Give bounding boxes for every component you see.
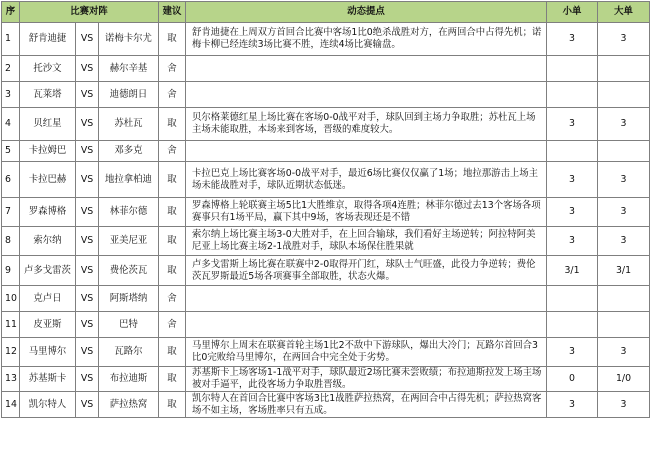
small-bet: 3 — [547, 108, 598, 141]
vs-label: VS — [76, 312, 99, 338]
analysis-cell: 卡拉巴克上场比赛客场0-0战平对手，最近6场比赛仅仅赢了1场；地拉那游击上场主场未能战胜对手，球队近期状态低迷。 — [186, 162, 547, 198]
advice-cell: 取 — [159, 108, 186, 141]
header-advice: 建议 — [159, 2, 186, 23]
large-bet: 3 — [598, 162, 650, 198]
analysis-cell — [186, 312, 547, 338]
small-bet — [547, 312, 598, 338]
analysis-cell: 索尔纳上场比赛主场3-0大胜对手，在上回合输球，我们看好主场逆转；阿拉特阿美尼亚上场比赛主场2-1战胜对手，球队本场保住胜果就 — [186, 227, 547, 256]
home-team: 舒肯迪捷 — [20, 23, 76, 56]
large-bet: 3 — [598, 227, 650, 256]
row-index: 8 — [2, 227, 20, 256]
away-team: 费伦茨瓦 — [99, 256, 159, 286]
away-team: 亚美尼亚 — [99, 227, 159, 256]
table-row — [2, 162, 650, 198]
vs-label: VS — [76, 162, 99, 198]
home-team: 苏基斯卡 — [20, 367, 76, 392]
vs-label: VS — [76, 141, 99, 162]
vs-label: VS — [76, 367, 99, 392]
table-header-row — [2, 2, 650, 23]
home-team: 皮亚斯 — [20, 312, 76, 338]
table-row — [2, 286, 650, 312]
row-index: 9 — [2, 256, 20, 286]
large-bet: 1/0 — [598, 367, 650, 392]
away-team: 邓多克 — [99, 141, 159, 162]
vs-label: VS — [76, 227, 99, 256]
home-team: 罗森博格 — [20, 198, 76, 227]
table-row — [2, 108, 650, 141]
vs-label: VS — [76, 392, 99, 418]
away-team: 赫尔辛基 — [99, 56, 159, 82]
header-idx: 序 — [2, 2, 20, 23]
advice-cell: 舍 — [159, 82, 186, 108]
away-team: 诺梅卡尔尤 — [99, 23, 159, 56]
advice-cell: 取 — [159, 227, 186, 256]
analysis-cell: 罗森博格上轮联赛主场5比1大胜维京，取得各项4连胜；林菲尔德过去13个客场各项赛事只有1场平局，赢下其中9场，客场表现还是不错 — [186, 198, 547, 227]
home-team: 托沙文 — [20, 56, 76, 82]
small-bet: 3 — [547, 198, 598, 227]
advice-cell: 取 — [159, 367, 186, 392]
row-index: 13 — [2, 367, 20, 392]
row-index: 7 — [2, 198, 20, 227]
header-small: 小单 — [547, 2, 598, 23]
home-team: 索尔纳 — [20, 227, 76, 256]
home-team: 凯尔特人 — [20, 392, 76, 418]
row-index: 1 — [2, 23, 20, 56]
header-large: 大单 — [598, 2, 650, 23]
vs-label: VS — [76, 286, 99, 312]
table-row — [2, 227, 650, 256]
analysis-cell — [186, 56, 547, 82]
row-index: 12 — [2, 338, 20, 367]
table-row — [2, 198, 650, 227]
away-team: 阿斯塔纳 — [99, 286, 159, 312]
small-bet: 0 — [547, 367, 598, 392]
analysis-cell: 苏基斯卡上场客场1-1战平对手，球队最近2场比赛未尝败绩；布拉迪斯拉发上场主场被对手逼平，此役客场力争取胜晋级。 — [186, 367, 547, 392]
away-team: 布拉迪斯 — [99, 367, 159, 392]
home-team: 马里博尔 — [20, 338, 76, 367]
large-bet: 3 — [598, 198, 650, 227]
row-index: 3 — [2, 82, 20, 108]
large-bet: 3 — [598, 108, 650, 141]
row-index: 4 — [2, 108, 20, 141]
analysis-cell: 舒肯迪捷在上周双方首回合比赛中客场1比0绝杀战胜对方，在两回合中占得先机；诺梅卡柳已经连续3场比赛不胜，连续4场比赛输盘。 — [186, 23, 547, 56]
away-team: 地拉拿柏迪 — [99, 162, 159, 198]
away-team: 林菲尔德 — [99, 198, 159, 227]
table-row — [2, 312, 650, 338]
table-row — [2, 256, 650, 286]
analysis-cell — [186, 141, 547, 162]
large-bet — [598, 312, 650, 338]
analysis-cell — [186, 286, 547, 312]
advice-cell: 取 — [159, 256, 186, 286]
small-bet — [547, 286, 598, 312]
away-team: 迪德朗日 — [99, 82, 159, 108]
small-bet: 3 — [547, 162, 598, 198]
analysis-cell: 贝尔格莱德红星上场比赛在客场0-0战平对手，球队回到主场力争取胜；苏杜瓦上场主场未能取胜，本场来到客场，晋级的难度较大。 — [186, 108, 547, 141]
away-team: 萨拉热窝 — [99, 392, 159, 418]
table-row — [2, 56, 650, 82]
analysis-cell: 凯尔特人在首回合比赛中客场3比1战胜萨拉热窝，在两回合中占得先机；萨拉热窝客场不如主场，客场胜率只有五成。 — [186, 392, 547, 418]
small-bet: 3 — [547, 392, 598, 418]
advice-cell: 舍 — [159, 312, 186, 338]
row-index: 11 — [2, 312, 20, 338]
large-bet: 3 — [598, 338, 650, 367]
small-bet — [547, 82, 598, 108]
advice-cell: 取 — [159, 392, 186, 418]
home-team: 卢多戈雷茨 — [20, 256, 76, 286]
advice-cell: 舍 — [159, 286, 186, 312]
advice-cell: 舍 — [159, 141, 186, 162]
advice-cell: 取 — [159, 338, 186, 367]
row-index: 2 — [2, 56, 20, 82]
vs-label: VS — [76, 198, 99, 227]
home-team: 克卢日 — [20, 286, 76, 312]
advice-cell: 取 — [159, 23, 186, 56]
analysis-cell: 马里博尔上周末在联赛首轮主场1比2不敌中下游球队，爆出大冷门；瓦路尔首回合3比0完败给马里博尔，在两回合中完全处于劣势。 — [186, 338, 547, 367]
row-index: 14 — [2, 392, 20, 418]
home-team: 瓦莱塔 — [20, 82, 76, 108]
advice-cell: 取 — [159, 198, 186, 227]
large-bet — [598, 141, 650, 162]
home-team: 卡拉姆巴 — [20, 141, 76, 162]
table-row — [2, 141, 650, 162]
table-row — [2, 338, 650, 367]
small-bet: 3 — [547, 23, 598, 56]
large-bet — [598, 286, 650, 312]
home-team: 卡拉巴赫 — [20, 162, 76, 198]
vs-label: VS — [76, 256, 99, 286]
analysis-cell: 卢多戈雷斯上场比赛在联赛中2-0取得开门红，球队士气旺盛，此役力争逆转；费伦茨瓦罗斯最近5场各项赛事全部取胜，状态火爆。 — [186, 256, 547, 286]
large-bet — [598, 56, 650, 82]
vs-label: VS — [76, 82, 99, 108]
advice-cell: 舍 — [159, 56, 186, 82]
table-row — [2, 392, 650, 418]
small-bet: 3/1 — [547, 256, 598, 286]
small-bet — [547, 56, 598, 82]
row-index: 10 — [2, 286, 20, 312]
header-analysis: 动态提点 — [186, 2, 547, 23]
vs-label: VS — [76, 23, 99, 56]
vs-label: VS — [76, 108, 99, 141]
home-team: 贝红星 — [20, 108, 76, 141]
small-bet: 3 — [547, 227, 598, 256]
large-bet: 3/1 — [598, 256, 650, 286]
table-row — [2, 23, 650, 56]
small-bet: 3 — [547, 338, 598, 367]
vs-label: VS — [76, 56, 99, 82]
header-match: 比赛对阵 — [20, 2, 159, 23]
away-team: 巴特 — [99, 312, 159, 338]
vs-label: VS — [76, 338, 99, 367]
analysis-cell — [186, 82, 547, 108]
advice-cell: 取 — [159, 162, 186, 198]
row-index: 5 — [2, 141, 20, 162]
large-bet: 3 — [598, 23, 650, 56]
table-row — [2, 82, 650, 108]
away-team: 苏杜瓦 — [99, 108, 159, 141]
row-index: 6 — [2, 162, 20, 198]
table-row — [2, 367, 650, 392]
large-bet: 3 — [598, 392, 650, 418]
away-team: 瓦路尔 — [99, 338, 159, 367]
betting-table — [1, 1, 650, 418]
small-bet — [547, 141, 598, 162]
large-bet — [598, 82, 650, 108]
